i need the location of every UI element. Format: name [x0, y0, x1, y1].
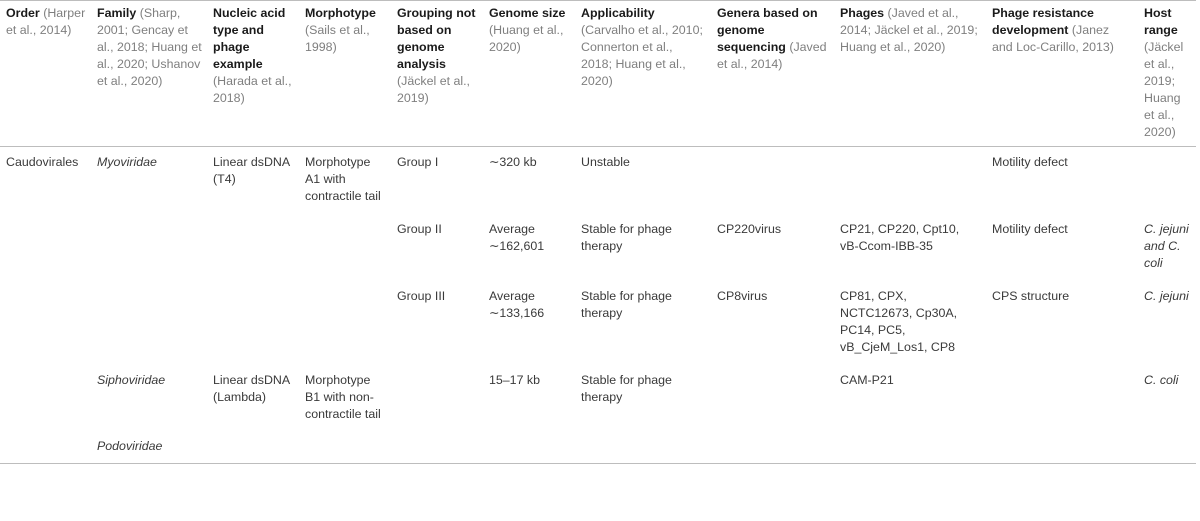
- cell-morphotype: [299, 438, 391, 464]
- header-label: Order: [6, 6, 40, 20]
- header-genera: [711, 1, 834, 147]
- header-citation[interactable]: (Carvalho et al., 2010; Connerton et al., 2018; Huang et al., 2020): [581, 23, 703, 88]
- cell-morphotype: [299, 281, 391, 365]
- cell-genome-size: Average ∼133,166: [489, 289, 545, 320]
- header-citation[interactable]: (Harada et al., 2018): [213, 74, 292, 105]
- cell-applicability: Stable for phage therapy: [581, 222, 672, 253]
- table-row: [0, 281, 1196, 365]
- cell-applicability: Stable for phage therapy: [581, 289, 672, 320]
- cell-order: [0, 365, 91, 438]
- header-genome-size: [483, 1, 575, 147]
- header-citation[interactable]: (Janez and Loc-Carillo, 2013): [992, 23, 1114, 54]
- cell-nucleic-acid: Linear dsDNA (T4): [213, 155, 290, 186]
- header-label: Family: [97, 6, 137, 20]
- cell-grouping: [391, 438, 483, 464]
- header-label: Host range: [1144, 6, 1178, 37]
- cell-genera: CP8virus: [717, 289, 768, 303]
- header-citation[interactable]: (Jäckel et al., 2019; Huang et al., 2020): [1144, 40, 1184, 139]
- cell-family: Myoviridae: [97, 155, 157, 169]
- cell-resistance: Motility defect: [992, 155, 1068, 169]
- cell-host-range: [1138, 147, 1196, 215]
- header-label: Applicability: [581, 6, 655, 20]
- cell-host-range: C. coli: [1144, 373, 1179, 387]
- cell-grouping: Group II: [397, 222, 442, 236]
- header-citation[interactable]: (Sharp, 2001; Gencay et al., 2018; Huang et al., 2020; Ushanov et al., 2020): [97, 6, 202, 88]
- cell-nucleic-acid: [207, 438, 299, 464]
- header-nucleic-acid: [207, 1, 299, 147]
- cell-grouping: [391, 365, 483, 438]
- cell-resistance: CPS structure: [992, 289, 1070, 303]
- header-label: Morphotype: [305, 6, 376, 20]
- table-row: [0, 438, 1196, 464]
- header-applicability: [575, 1, 711, 147]
- header-label: Genome size: [489, 6, 566, 20]
- cell-order: [0, 438, 91, 464]
- cell-genera: [711, 365, 834, 438]
- cell-resistance: [986, 365, 1138, 438]
- table-row: [0, 214, 1196, 281]
- header-label: Genera based on genome sequencing: [717, 6, 818, 54]
- cell-resistance: [986, 438, 1138, 464]
- cell-grouping: Group III: [397, 289, 446, 303]
- cell-order: Caudovirales: [6, 155, 79, 169]
- cell-genome-size: ∼320 kb: [489, 155, 537, 169]
- cell-morphotype: Morphotype A1 with contractile tail: [305, 155, 381, 203]
- cell-genera: [711, 438, 834, 464]
- header-morphotype: [299, 1, 391, 147]
- header-citation[interactable]: (Sails et al., 1998): [305, 23, 370, 54]
- header-label: Phages: [840, 6, 885, 20]
- header-label: Grouping not based on genome analysis: [397, 6, 476, 71]
- header-row: [0, 1, 1196, 147]
- header-label: Phage resistance development: [992, 6, 1094, 37]
- cell-morphotype: [299, 214, 391, 281]
- cell-grouping: Group I: [397, 155, 439, 169]
- cell-applicability: [575, 438, 711, 464]
- cell-morphotype: Morphotype B1 with non-contractile tail: [305, 373, 381, 421]
- table-row: [0, 365, 1196, 438]
- cell-genome-size: 15–17 kb: [489, 373, 540, 387]
- cell-phages: CP81, CPX, NCTC12673, Cp30A, PC14, PC5, vB_CjeM_Los1, CP8: [840, 289, 958, 354]
- header-family: [91, 1, 207, 147]
- cell-resistance: Motility defect: [992, 222, 1068, 236]
- cell-family: Siphoviridae: [97, 373, 166, 387]
- cell-applicability: Unstable: [581, 155, 630, 169]
- cell-family: [91, 214, 207, 281]
- cell-nucleic-acid: [207, 214, 299, 281]
- cell-applicability: Stable for phage therapy: [581, 373, 672, 404]
- header-citation[interactable]: (Huang et al., 2020): [489, 23, 564, 54]
- cell-genome-size: [483, 438, 575, 464]
- cell-order: [0, 214, 91, 281]
- cell-order: [0, 281, 91, 365]
- header-phages: [834, 1, 986, 147]
- header-order: [0, 1, 91, 147]
- cell-phages: [834, 147, 986, 215]
- cell-phages: CP21, CP220, Cpt10, vB-Ccom-IBB-35: [840, 222, 960, 253]
- header-citation[interactable]: (Javed et al., 2014; Jäckel et al., 2019; Huang et al., 2020): [840, 6, 978, 54]
- cell-host-range: C. jejuni and C. coli: [1144, 222, 1189, 270]
- table-row: [0, 147, 1196, 215]
- header-label: Nucleic acid type and phage example: [213, 6, 286, 71]
- cell-family: Podoviridae: [91, 438, 207, 464]
- cell-family: [91, 281, 207, 365]
- header-grouping: [391, 1, 483, 147]
- header-host-range: [1138, 1, 1196, 147]
- cell-genera: CP220virus: [717, 222, 782, 236]
- cell-genera: [711, 147, 834, 215]
- cell-host-range: C. jejuni: [1144, 289, 1189, 303]
- cell-phages: [834, 438, 986, 464]
- header-citation[interactable]: (Harper et al., 2014): [6, 6, 86, 37]
- cell-nucleic-acid: [207, 281, 299, 365]
- cell-genome-size: Average ∼162,601: [489, 222, 545, 253]
- header-resistance: [986, 1, 1138, 147]
- cell-host-range: [1138, 438, 1196, 464]
- header-citation[interactable]: (Javed et al., 2014): [717, 40, 827, 71]
- cell-nucleic-acid: Linear dsDNA (Lambda): [213, 373, 290, 404]
- header-citation[interactable]: (Jäckel et al., 2019): [397, 74, 470, 105]
- cell-phages: CAM-P21: [840, 373, 894, 387]
